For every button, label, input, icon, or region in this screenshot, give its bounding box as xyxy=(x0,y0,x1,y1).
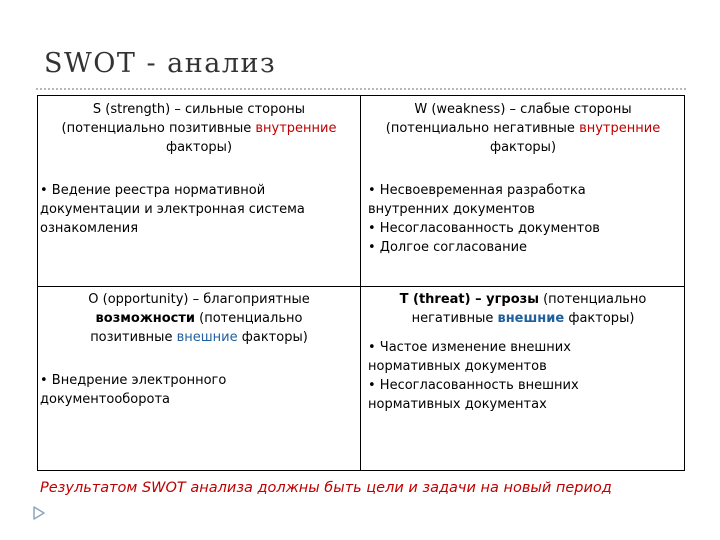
list-item: • Несогласованность документов xyxy=(368,221,600,236)
weaknesses-header-qualifier: (потенциально негативные xyxy=(385,121,580,136)
opportunities-header-line-2 xyxy=(40,309,358,328)
opportunities-header-post: факторы) xyxy=(237,330,308,345)
opportunities-cell xyxy=(40,290,358,468)
strengths-header-line-3: факторы) xyxy=(165,140,233,155)
table-horizontal-divider xyxy=(38,286,684,287)
strengths-header-qualifier: (потенциально позитивные xyxy=(61,121,256,136)
opportunities-header-line-1: O (opportunity) – благоприятные xyxy=(88,292,310,307)
strengths-header-line-1: S (strength) – сильные стороны xyxy=(92,102,306,117)
threats-list xyxy=(364,338,682,414)
opportunities-header-line-3 xyxy=(40,328,358,347)
external-factors-highlight: внешние xyxy=(497,311,565,326)
threats-header-line-2 xyxy=(364,309,682,328)
threats-header-line-1 xyxy=(364,290,682,309)
list-item: ознакомления xyxy=(40,221,139,236)
opportunities-header xyxy=(40,290,358,347)
list-item: внутренних документов xyxy=(368,202,535,217)
strengths-header-line-2 xyxy=(40,119,358,138)
list-item: • Долгое согласование xyxy=(368,240,528,255)
table-vertical-divider xyxy=(360,96,361,470)
swot-table xyxy=(37,95,685,471)
threats-cell xyxy=(364,290,682,468)
opportunities-header-qualifier: (потенциально xyxy=(195,311,303,326)
strengths-cell xyxy=(40,100,358,284)
weaknesses-cell xyxy=(364,100,682,284)
strengths-list xyxy=(40,181,358,238)
weaknesses-list xyxy=(364,181,682,257)
conclusion-text: Результатом SWOT анализа должны быть цели и задачи на новый период xyxy=(40,480,612,496)
threats-header-pre: негативные xyxy=(411,311,498,326)
threats-header xyxy=(364,290,682,328)
slide-title: SWOT - анализ xyxy=(44,48,277,79)
internal-factors-highlight: внутренние xyxy=(579,121,661,136)
opportunities-header-pre: позитивные xyxy=(90,330,177,345)
list-item: • Ведение реестра нормативной xyxy=(40,183,266,198)
weaknesses-header-line-2 xyxy=(364,119,682,138)
list-item: • Частое изменение внешних xyxy=(368,340,571,355)
opportunities-list xyxy=(40,371,358,409)
list-item: документации и электронная система xyxy=(40,202,305,217)
threats-header-qualifier: (потенциально xyxy=(538,292,647,307)
weaknesses-header xyxy=(364,100,682,157)
list-item: нормативных документах xyxy=(368,397,547,412)
triangle-right-icon[interactable] xyxy=(33,505,45,524)
list-item: нормативных документов xyxy=(368,359,547,374)
internal-factors-highlight: внутренние xyxy=(255,121,337,136)
weaknesses-header-line-3: факторы) xyxy=(489,140,557,155)
list-item: • Внедрение электронного xyxy=(40,373,227,388)
threats-header-post: факторы) xyxy=(564,311,635,326)
threats-header-bold: T (threat) – угрозы xyxy=(399,292,539,307)
external-factors-highlight: внешние xyxy=(176,330,238,345)
strengths-header xyxy=(40,100,358,157)
title-divider xyxy=(36,88,686,90)
list-item: • Несвоевременная разработка xyxy=(368,183,586,198)
list-item: • Несогласованность внешних xyxy=(368,378,579,393)
list-item: документооборота xyxy=(40,392,170,407)
opportunities-header-bold: возможности xyxy=(95,311,196,326)
weaknesses-header-line-1: W (weakness) – слабые стороны xyxy=(414,102,632,117)
